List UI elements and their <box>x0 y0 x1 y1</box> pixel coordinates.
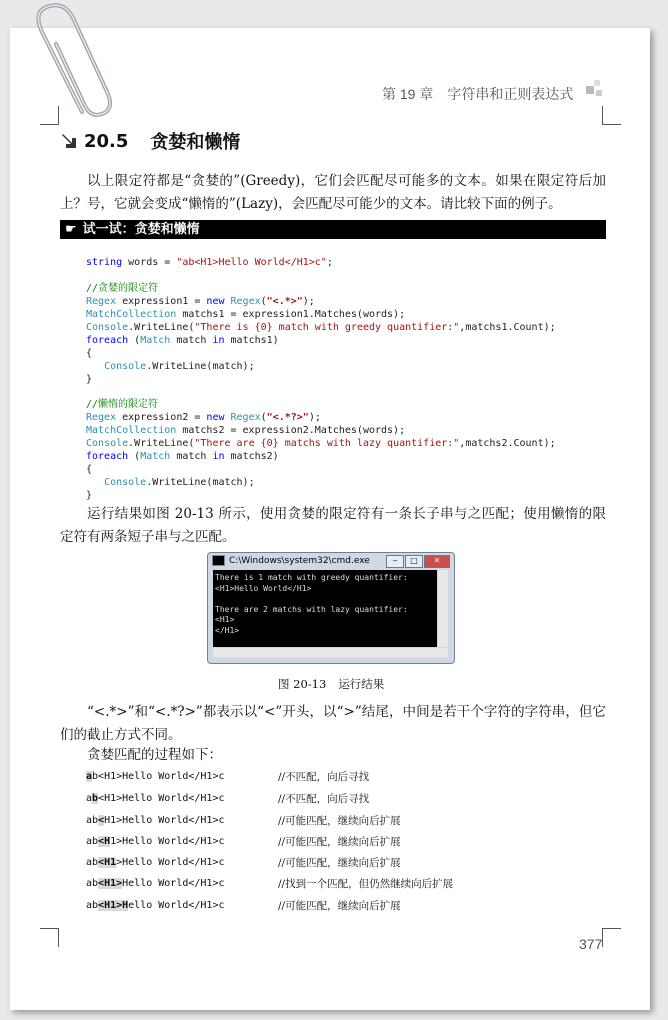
console-line: <H1> <box>215 615 235 625</box>
console-window <box>207 552 455 664</box>
cmd-icon <box>212 555 225 566</box>
paperclip-icon <box>22 2 122 122</box>
maximize-button[interactable]: □ <box>405 555 423 568</box>
page-number: 377 <box>579 936 603 952</box>
crop-mark <box>602 928 621 947</box>
code-line: { <box>86 347 93 359</box>
vertical-scrollbar[interactable] <box>438 570 448 647</box>
minimize-button[interactable]: ‒ <box>386 555 404 568</box>
match-step: ab<H1>Hello World</H1>c //不匹配，向后寻找 <box>86 793 370 805</box>
console-output <box>213 570 437 647</box>
greedy-process-label: 贪婪匹配的过程如下： <box>87 747 222 763</box>
code-line: Console.WriteLine(match); <box>104 360 255 372</box>
code-line: foreach (Match match in matchs1) <box>86 334 279 346</box>
code-line: Regex expression1 = new Regex("<.*>"); <box>86 295 315 307</box>
code-line: string words = "ab<H1>Hello World</H1>c"; <box>86 256 333 268</box>
intro-paragraph: 以上限定符都是“贪婪的”(Greedy)，它们会匹配尽可能多的文本。如果在限定符后加上？号，它就会变成“懒惰的”(Lazy)，会匹配尽可能少的文本。请比较下面的例子。 <box>60 173 606 212</box>
crop-mark <box>602 106 621 125</box>
code-line: MatchCollection matchs2 = expression2.Matches(words); <box>86 425 406 437</box>
match-step: ab<H1>Hello World</H1>c //不匹配，向后寻找 <box>86 771 370 783</box>
close-button[interactable]: ✕ <box>424 555 450 568</box>
code-comment: //贪婪的限定符 <box>86 282 159 294</box>
console-title: C:\Windows\system32\cmd.exe <box>229 555 370 566</box>
code-listing <box>86 244 556 503</box>
explain-paragraph: “<.*>”和“<.*?>”都表示以“<”开头，以“>”结尾，中间是若干个字符的字符串，但它们的截止方式不同。 <box>60 704 606 743</box>
header-ornament <box>586 80 606 100</box>
console-line: There is 1 match with greedy quantifier: <box>215 573 408 582</box>
console-line: There are 2 matchs with lazy quantifier: <box>215 604 408 614</box>
try-it-label: 试一试：贪婪和懒惰 <box>82 222 200 237</box>
result-paragraph: 运行结果如图 20-13 所示，使用贪婪的限定符有一条长子串与之匹配；使用懒惰的限定符有两条短子串与之匹配。 <box>60 506 606 545</box>
code-line: Console.WriteLine(match); <box>104 477 255 489</box>
section-heading <box>60 128 240 154</box>
console-line: <H1>Hello World</H1> <box>215 583 312 593</box>
section-title: 贪婪和懒惰 <box>150 132 241 153</box>
code-line: } <box>86 490 93 502</box>
section-number: 20.5 <box>84 130 129 152</box>
match-step: ab<H1>Hello World</H1>c //可能匹配，继续向后扩展 <box>86 836 401 848</box>
crop-mark <box>40 928 59 947</box>
match-step: ab<H1>Hello World</H1>c //可能匹配，继续向后扩展 <box>86 900 401 912</box>
match-step: ab<H1>Hello World</H1>c //找到一个匹配，但仍然继续向后扩展 <box>86 878 454 890</box>
code-line: } <box>86 373 93 385</box>
match-step: ab<H1>Hello World</H1>c //可能匹配，继续向后扩展 <box>86 815 401 827</box>
code-line: foreach (Match match in matchs2) <box>86 451 279 463</box>
figure-label: 图 20-13 <box>278 677 327 691</box>
code-line: Console.WriteLine("There are {0} matchs with lazy quantifier:",matchs2.Count); <box>86 438 556 450</box>
try-it-bar <box>60 220 606 239</box>
code-comment: //懒惰的限定符 <box>86 399 159 411</box>
match-step: ab<H1>Hello World</H1>c //可能匹配，继续向后扩展 <box>86 857 401 869</box>
code-line: MatchCollection matchs1 = expression1.Matches(words); <box>86 308 406 320</box>
arrow-bullet-icon <box>60 132 78 150</box>
chapter-header <box>382 84 573 104</box>
crop-mark <box>40 106 59 125</box>
code-line: { <box>86 464 93 476</box>
console-titlebar <box>212 555 370 566</box>
console-line: </H1> <box>215 625 240 635</box>
figure-caption <box>278 676 384 692</box>
code-line: Console.WriteLine("There is {0} match with greedy quantifier:",matchs1.Count); <box>86 321 556 333</box>
figure-caption-text: 运行结果 <box>338 677 385 691</box>
chapter-title: 字符串和正则表达式 <box>447 86 574 102</box>
window-controls <box>385 555 450 568</box>
pointing-hand-icon: ☛ <box>65 222 77 237</box>
code-line: Regex expression2 = new Regex("<.*?>"); <box>86 412 321 424</box>
horizontal-scrollbar[interactable] <box>213 648 448 657</box>
chapter-number: 第 19 章 <box>382 86 434 102</box>
